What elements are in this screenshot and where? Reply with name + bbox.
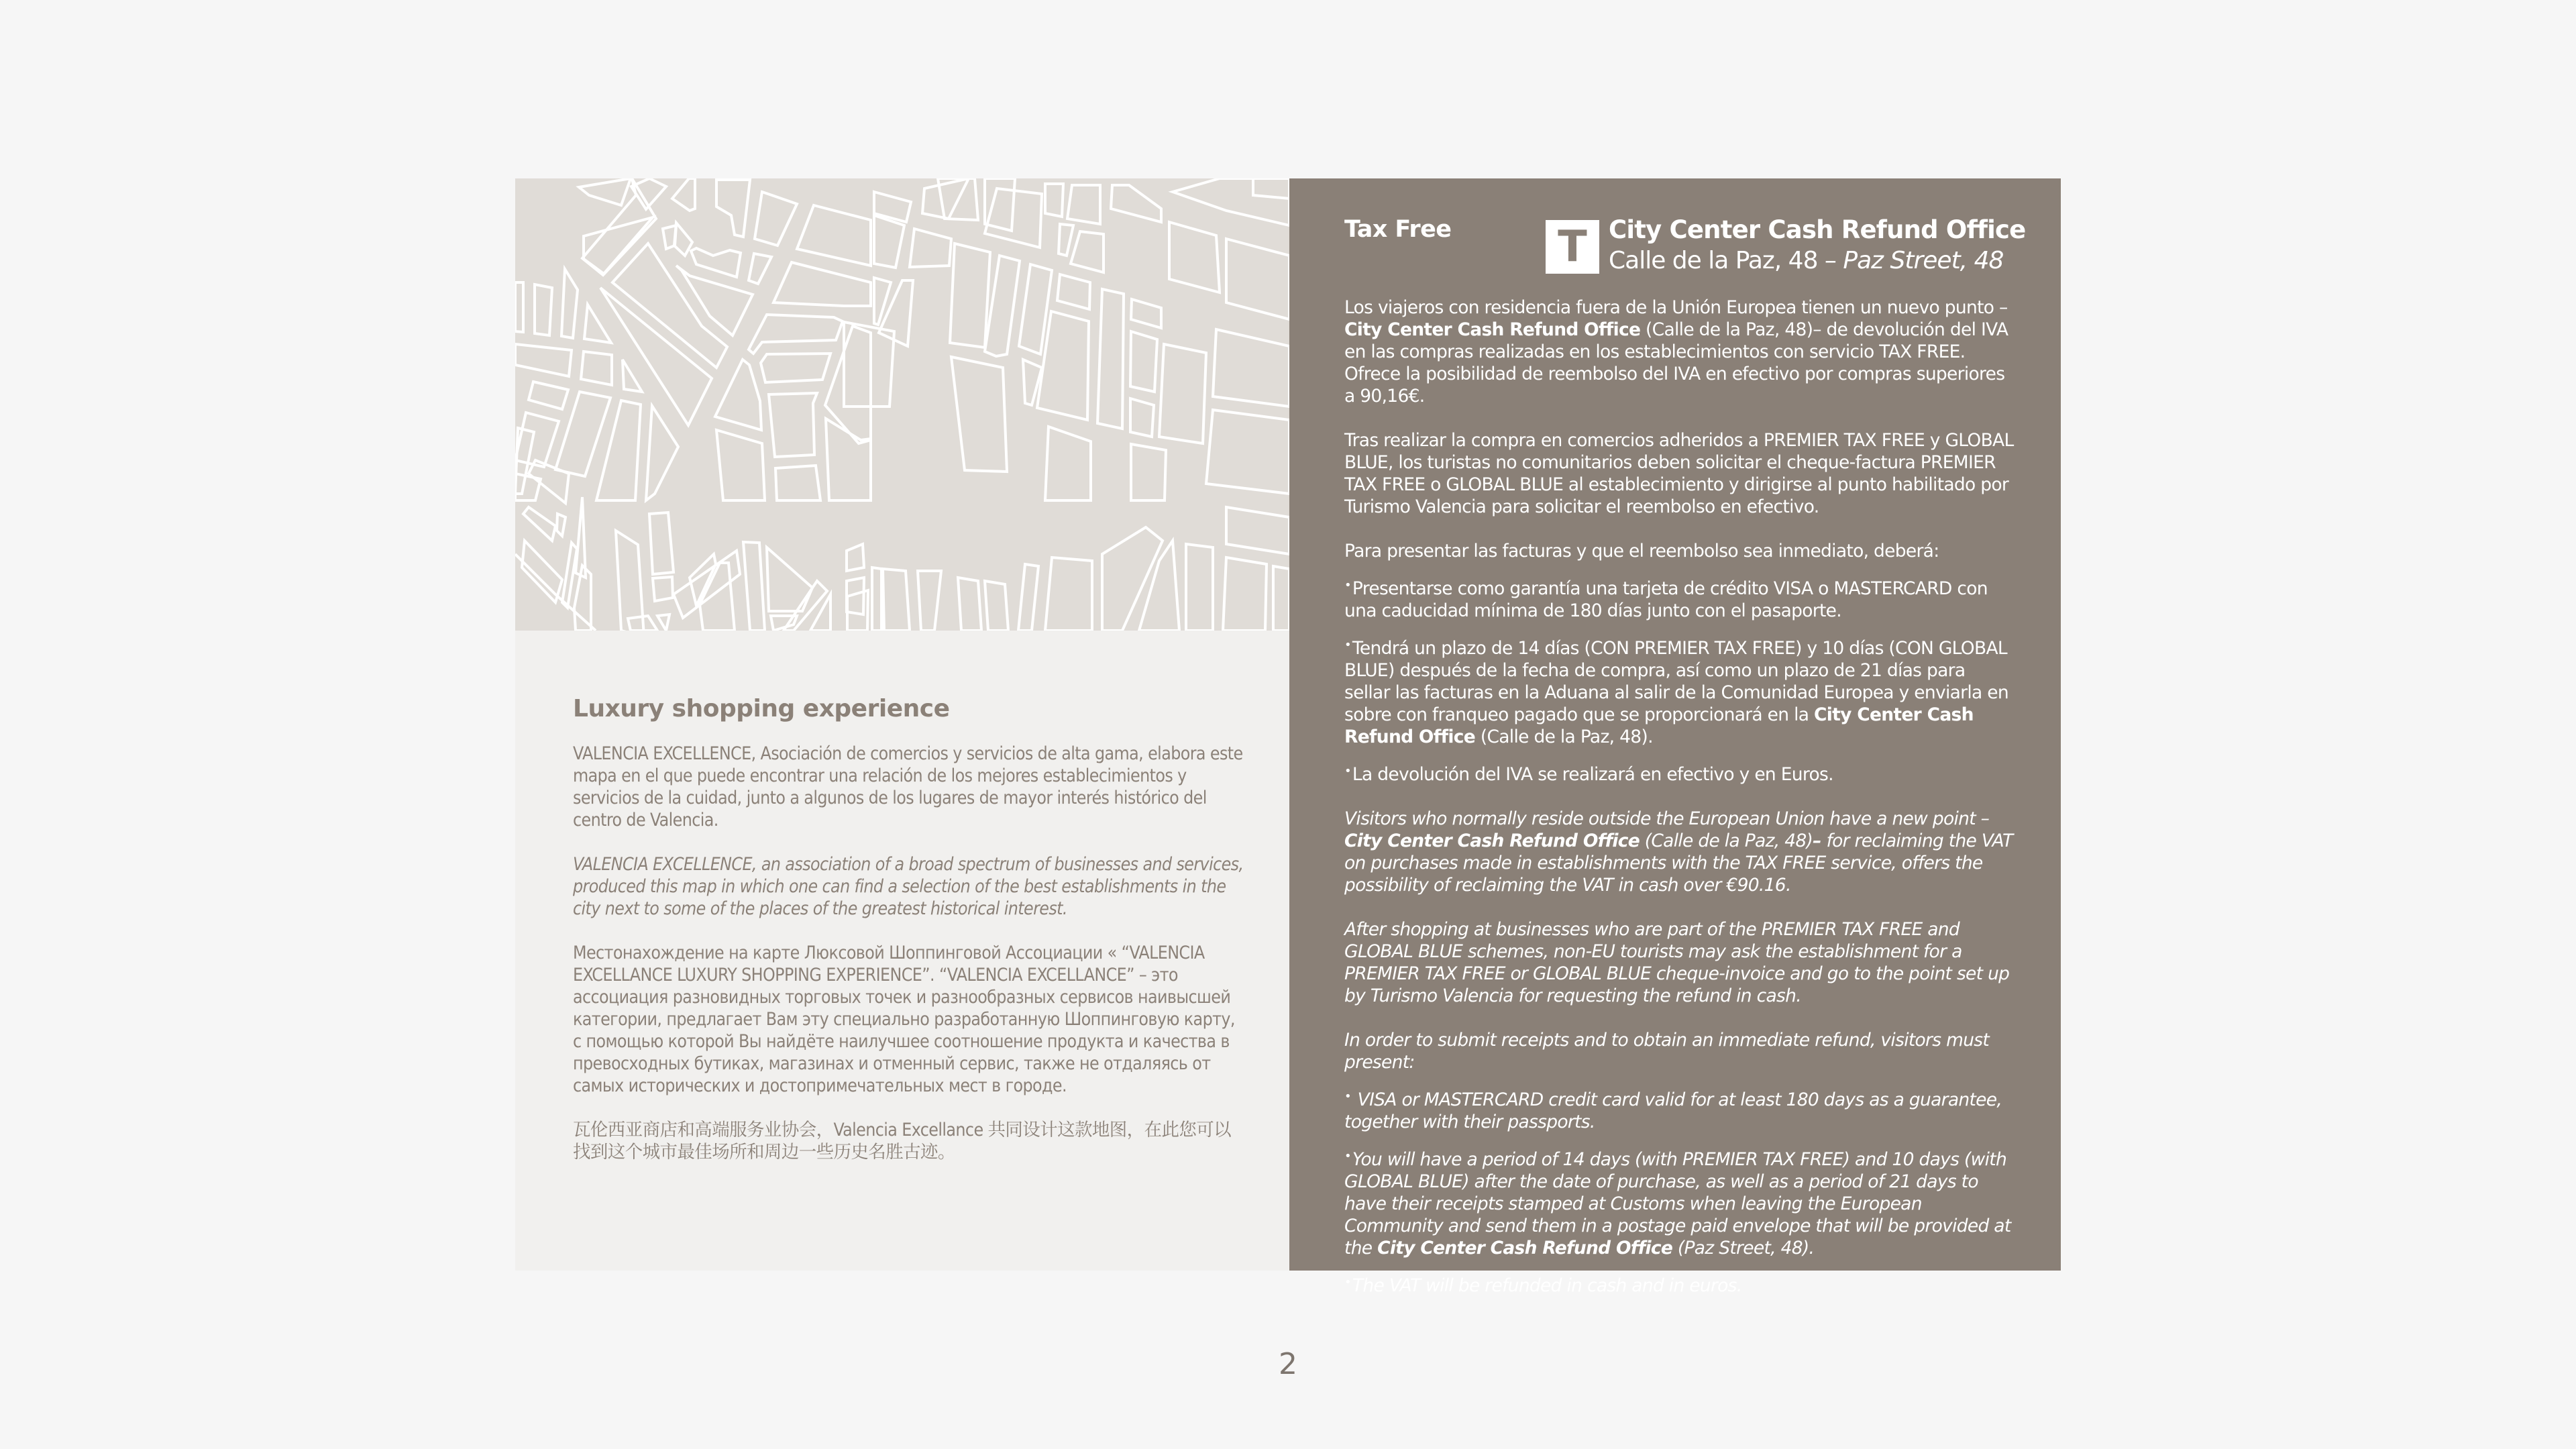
map-block (1186, 544, 1213, 631)
text-run: Los viajeros con residencia fuera de la Unión Europea tienen un nuevo punto – (1344, 297, 2008, 318)
es-bullet-2 (1344, 634, 2015, 748)
map-block (985, 178, 1015, 231)
intro-paragraph-english: VALENCIA EXCELLENCE, an association of a broad spectrum of businesses and services, produced this map in which one can find a selection of the best establishments in the city next to some of the places of the greatest historical interest. (573, 854, 1244, 919)
map-block (985, 581, 1008, 631)
map-block (1169, 222, 1220, 292)
tax-free-info (1344, 297, 2015, 1309)
map-block (672, 178, 695, 211)
text-run: (Calle de la Paz, 48) (1639, 830, 1813, 851)
map-block (1097, 289, 1124, 429)
map-block (623, 360, 642, 392)
map-block (691, 248, 741, 277)
map-block (1045, 427, 1091, 500)
es-paragraph-2: Tras realizar la compra en comercios adheridos a PREMIER TAX FREE y GLOBAL BLUE, los turistas no comunitarios deben solicitar el cheque-factura PREMIER TAX FREE o GLOBAL BLUE al establecimiento y dirigirse al punto habilitado por Turismo Valencia para solicitar el reembolso en efectivo. (1344, 430, 2014, 517)
text-run: for reclaiming the VAT on purchases made in establishments with the TAX FREE service, offers the possibility of reclaiming the VAT in cash over €90.16. (1344, 830, 2013, 896)
badge-letter: T (1558, 222, 1587, 272)
map-block (1018, 564, 1038, 631)
map-block (1131, 444, 1166, 500)
map-block (1130, 398, 1154, 437)
map-block (529, 382, 568, 409)
right-page-tax-free (1289, 178, 2061, 1296)
bullet-icon: • (1344, 764, 1351, 778)
map-block (755, 192, 797, 246)
map-block (922, 178, 969, 219)
en-paragraph-3: In order to submit receipts and to obtain an immediate refund, visitors must present: (1344, 1030, 1990, 1073)
map-block (918, 571, 941, 631)
text-run: (Paz Street, 48). (1672, 1238, 1815, 1258)
map-block (515, 474, 541, 500)
en-bullet-2 (1344, 1145, 2015, 1259)
map-block (581, 352, 612, 385)
office-address-english: Paz Street, 48 (1843, 247, 2004, 274)
map-block (1071, 231, 1104, 272)
map-block (562, 543, 577, 608)
en-paragraph-2: After shopping at businesses who are part of the PREMIER TAX FREE and GLOBAL BLUE schemes, non-EU tourists may ask the establishment for a PREMIER TAX FREE or GLOBAL BLUE cheque-invoice and go to the point set up by Turismo Valencia for requesting the refund in cash. (1344, 919, 2010, 1006)
map-block (847, 544, 864, 571)
association-intro (573, 695, 1244, 1185)
tax-free-label: Tax Free (1344, 216, 1452, 243)
map-block (1213, 329, 1289, 407)
map-block (596, 400, 641, 500)
en-paragraph-1 (1344, 808, 2015, 896)
street-map-illustration (515, 178, 1289, 631)
map-block (653, 577, 673, 601)
text-run: Presentarse como garantía una tarjeta de crédito VISA o MASTERCARD con una caducidad mínima de 180 días junto con el pasaporte. (1344, 578, 1988, 621)
map-block (716, 430, 765, 500)
map-block (950, 244, 990, 347)
map-block (769, 393, 817, 457)
map-block (1067, 185, 1100, 224)
map-block (1226, 239, 1289, 319)
map-block (515, 282, 523, 332)
office-address-spanish: Calle de la Paz, 48 – (1609, 247, 1836, 274)
map-block (743, 542, 765, 631)
es-paragraph-1 (1344, 297, 2015, 407)
office-name-inline: City Center Cash Refund Office (1344, 704, 1974, 747)
text-run: Visitors who normally reside outside the European Union have a new point – (1344, 808, 1990, 829)
map-block (958, 578, 981, 631)
map-block (657, 614, 669, 631)
map-block (874, 278, 891, 325)
map-block (1206, 410, 1289, 494)
map-block (600, 288, 712, 425)
map-block (1273, 566, 1289, 631)
map-block (529, 460, 569, 503)
es-paragraph-3: Para presentar las facturas y que el reembolso sea inmediato, deberá: (1344, 541, 1939, 561)
map-block (825, 326, 871, 443)
map-block (1057, 274, 1090, 309)
map-block (761, 354, 830, 382)
map-block (773, 262, 871, 306)
office-name-inline: City Center Cash Refund Office (1344, 830, 1640, 851)
text-run: VISA or MASTERCARD credit card valid for at least 180 days as a guarantee, together with their passports. (1344, 1089, 2002, 1132)
text-run: You will have a period of 14 days (with PREMIER TAX FREE) and 10 days (with GLOBAL BLUE) after the date of purchase, as well as a period of 21 days to have their receipts stamped at Customs when leaving the European Community and send them in a postage paid envelope that will be provided at the (1344, 1149, 2011, 1258)
map-block (535, 284, 552, 335)
bullet-icon: • (1344, 1275, 1351, 1289)
map-block (715, 360, 761, 430)
street-map-icon (515, 178, 1289, 631)
brochure-spread (515, 178, 2061, 1296)
section-title: Luxury shopping experience (573, 695, 950, 722)
text-run: – (1813, 830, 1821, 851)
map-block (557, 514, 566, 536)
map-block (584, 305, 611, 343)
map-block (874, 215, 904, 268)
map-block (561, 269, 578, 338)
map-block (1111, 185, 1161, 222)
text-run: La devolución del IVA se realizará en efectivo y en Euros. (1352, 764, 1833, 785)
map-block (1223, 557, 1267, 631)
map-block (716, 180, 750, 237)
intro-paragraph-spanish: VALENCIA EXCELLENCE, Asociación de comercios y servicios de alta gama, elabora este mapa en el que puede encontrar una relación de los mejores establecimientos y servicios de la cuidad, junto a algunos de los lugares de mayor interés histórico del centro de Valencia. (573, 743, 1243, 830)
map-block (883, 569, 910, 631)
map-block (1131, 299, 1161, 328)
map-block (1159, 344, 1206, 443)
office-name-inline: City Center Cash Refund Office (1344, 319, 1641, 340)
en-bullet-3 (1344, 1271, 2015, 1297)
map-block (1130, 331, 1157, 392)
es-bullet-3 (1344, 760, 2015, 786)
intro-paragraph-chinese: 瓦伦西亚商店和高端服务业协会，Valencia Excellance 共同设计这款地图，在此您可以找到这个城市最佳场所和周边一些历史名胜古迹。 (573, 1120, 1232, 1163)
bullet-icon: • (1344, 1149, 1351, 1163)
map-block (1139, 541, 1179, 631)
map-block (579, 178, 631, 205)
text-run: The VAT will be refunded in cash and in euros. (1352, 1275, 1742, 1296)
map-block (515, 344, 572, 376)
left-page (515, 178, 1289, 1271)
map-block (612, 244, 727, 368)
map-block (1045, 184, 1063, 217)
es-bullet-1 (1344, 574, 2015, 622)
text-run: (Calle de la Paz, 48)– de devolución del IVA en las compras realizadas en los establecimientos con servicio TAX FREE. Ofrece la posibilidad de reembolso del IVA en efectivo por compras superiores a 90,16€. (1344, 319, 2008, 407)
text-run: Tendrá un plazo de 14 días (CON PREMIER TAX FREE) y 10 días (CON GLOBAL BLUE) después de la fecha de compra, así como un plazo de 21 días para sellar las facturas en la Aduana al salir de la Comunidad Europea y enviarla en sobre con franqueo pagado que se proporcionará en la (1344, 638, 2008, 725)
bullet-icon: • (1344, 638, 1351, 652)
map-block (515, 413, 559, 467)
office-heading (1609, 215, 2025, 276)
map-block (646, 406, 678, 500)
tourist-office-t-icon (1546, 220, 1599, 274)
map-block (1253, 178, 1289, 199)
map-block (767, 547, 812, 611)
map-block (879, 280, 913, 346)
intro-paragraph-russian: Местонахождение на карте Люксовой Шоппинговой Ассоциации « “VALENCIA EXCELLANCE LUXURY SHOPPING EXPERIENCE”. “VALENCIA EXCELLANCE” – это ассоциация разновидных торговых точек и разнообразных сервисов наивысшей категории, предлагает Вам эту специально разработанную Шоппинговую карту, с помощью которой Вы найдёте наилучшее соотношение продукта и качества в превосходных бутиках, магазинах и отменный сервис, также не отдаляясь от самых исторических и достопримечательных мест в городе. (573, 943, 1235, 1096)
map-block (775, 466, 820, 500)
map-block (910, 229, 951, 267)
map-block (1226, 507, 1289, 554)
office-address (1609, 246, 2025, 276)
bullet-icon: • (1344, 1089, 1351, 1104)
page-number: 2 (1279, 1347, 1297, 1381)
map-block (844, 322, 894, 407)
en-bullet-1 (1344, 1085, 2015, 1133)
office-name-inline: City Center Cash Refund Office (1377, 1238, 1673, 1258)
map-block (797, 205, 871, 266)
map-block (1059, 224, 1073, 256)
map-block (826, 419, 871, 500)
map-block (1045, 557, 1092, 631)
office-name: City Center Cash Refund Office (1609, 215, 2026, 244)
bullet-icon: • (1344, 578, 1351, 592)
map-block (676, 266, 753, 335)
map-block (872, 568, 881, 631)
map-block (649, 513, 674, 574)
map-block (749, 254, 771, 284)
map-block (749, 315, 843, 354)
map-block (523, 507, 555, 541)
text-run: (Calle de la Paz, 48). (1475, 727, 1653, 747)
map-block (951, 357, 1007, 472)
map-block (1173, 178, 1289, 225)
